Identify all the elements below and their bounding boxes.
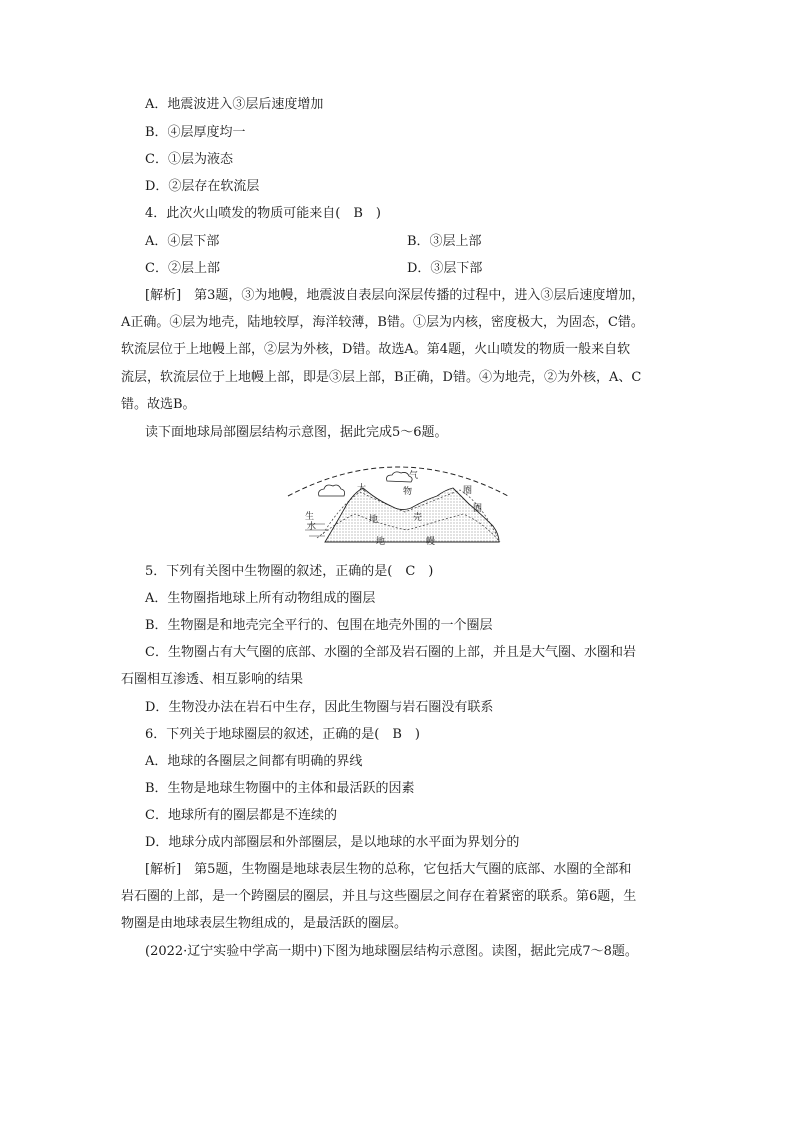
analysis-3-4-line4: 流层，软流层位于上地幔上部，即是③层上部，B正确，D错。④为地壳，②为外核，A、C xyxy=(121,370,642,385)
label-ke: 壳 xyxy=(413,513,423,523)
q6-option-b: B．生物是地球生物圈中的主体和最活跃的因素 xyxy=(145,781,415,796)
analysis-5-6-line2: 岩石圈的上部，是一个跨圈层的圈层，并且与这些圈层之间存在着紧密的联系。第6题，生 xyxy=(121,889,637,904)
analysis-5-6-line3: 物圈是由地球表层生物组成的，是最活跃的圈层。 xyxy=(121,916,408,931)
q5-option-a: A．生物圈指地球上所有动物组成的圈层 xyxy=(145,591,376,606)
label-quan-2: 圈 xyxy=(473,504,483,514)
q6-option-a: A．地球的各圈层之间都有明确的界线 xyxy=(145,754,363,769)
analysis-3-4-line5: 错。故选B。 xyxy=(121,397,196,412)
q4-option-b: B．③层上部 xyxy=(407,234,482,249)
q3-option-d: D．②层存在软流层 xyxy=(145,179,260,194)
q5-stem: 5．下列有关图中生物圈的叙述，正确的是( C ) xyxy=(145,564,434,579)
analysis-3-4-line3: 软流层位于上地幔上部，②层为外核，D错。故选A。第4题，火山喷发的物质一般来自软 xyxy=(121,342,631,357)
q5-option-b: B．生物圈是和地壳完全平行的、包围在地壳外围的一个圈层 xyxy=(145,618,493,633)
label-di-1: 地 xyxy=(369,515,379,525)
q3-option-b: B．④层厚度均一 xyxy=(145,125,246,140)
q3-option-c: C．①层为液态 xyxy=(145,152,233,167)
label-da: 大 xyxy=(357,484,367,494)
analysis-5-6-line1: [解析] 第5题，生物圈是地球表层生物的总称，它包括大气圈的底部、水圈的全部和 xyxy=(145,862,632,877)
label-man: 幔 xyxy=(426,537,436,547)
label-qi: 气 xyxy=(409,471,419,481)
q3-option-a: A．地震波进入③层后速度增加 xyxy=(145,97,324,112)
q4-option-a: A．④层下部 xyxy=(145,234,220,249)
analysis-3-4-line1: [解析] 第3题，③为地幔，地震波自表层向深层传播的过程中，进入③层后速度增加， xyxy=(145,288,645,303)
label-di-2: 地 xyxy=(376,537,386,547)
q5-option-c-line1: C．生物圈占有大气圈的底部、水圈的全部及岩石圈的上部，并且是大气圈、水圈和岩 xyxy=(145,645,636,660)
intro-7-8: (2022·辽宁实验中学高一期中)下图为地球圈层结构示意图。读图，据此完成7～8题。 xyxy=(145,944,638,959)
q6-option-c: C．地球所有的圈层都是不连续的 xyxy=(145,808,337,823)
label-sheng: 生 xyxy=(305,512,315,522)
q4-option-d: D．③层下部 xyxy=(407,261,483,276)
intro-5-6: 读下面地球局部圈层结构示意图，据此完成5～6题。 xyxy=(145,425,448,440)
q4-option-c: C．②层上部 xyxy=(145,261,220,276)
q6-option-d: D．地球分成内部圈层和外部圈层，是以地球的水平面为界划分的 xyxy=(145,835,520,850)
q5-option-d: D．生物没办法在岩石中生存，因此生物圈与岩石圈没有联系 xyxy=(145,700,494,715)
label-shui: 水 xyxy=(307,522,317,532)
q5-option-c-line2: 石圈相互渗透、相互影响的结果 xyxy=(121,672,304,687)
q6-stem: 6．下列关于地球圈层的叙述，正确的是( B ) xyxy=(145,727,420,742)
earth-sphere-diagram xyxy=(285,456,511,548)
label-wu: 物 xyxy=(403,487,413,497)
analysis-3-4-line2: A正确。④层为地壳，陆地较厚，海洋较薄，B错。①层为内核，密度极大，为固态，C错。 xyxy=(121,315,644,330)
q4-stem: 4．此次火山喷发的物质可能来自( B ) xyxy=(145,206,381,221)
label-quan-1: 圈 xyxy=(463,486,473,496)
cloud-left-icon xyxy=(319,485,345,496)
